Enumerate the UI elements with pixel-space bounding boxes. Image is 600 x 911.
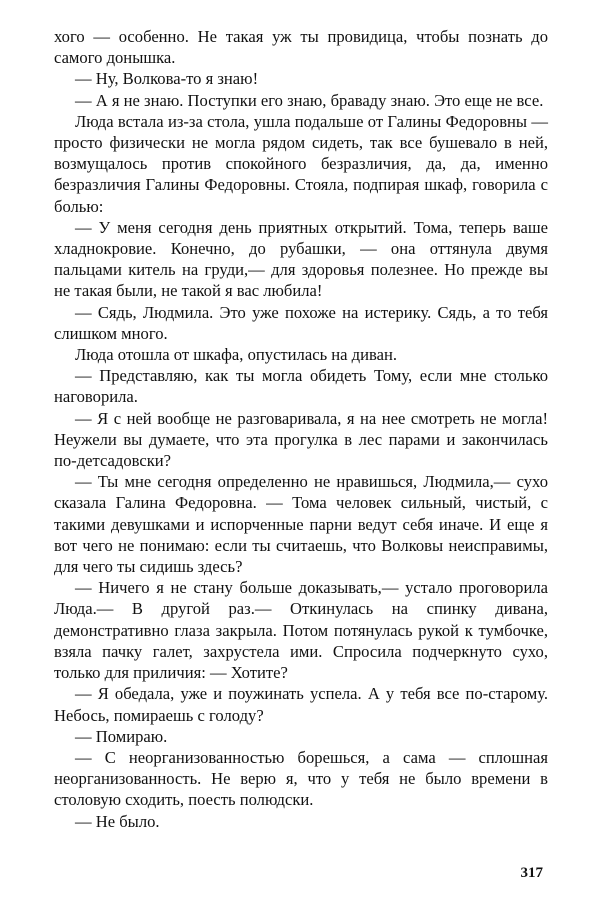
paragraph: — Не было.	[75, 811, 160, 831]
text-column	[54, 26, 548, 832]
paragraph: — С неорганизованностью борешься, а сама — сплошная неорганизованность. Не верю я, что у тебя не было времени в столовую сходить, поесть полюдски.	[54, 747, 548, 810]
paragraph: хого — особенно. Не такая уж ты провидица, чтобы познать до самого донышка.	[54, 27, 548, 68]
paragraph: — Ты мне сегодня определенно не нравишься, Людмила,— сухо сказала Галина Федоровна. — Тома человек сильный, чистый, с такими девушками и испорченные парни ведут себя иначе. И еще я вот чего не понимаю: если ты считаешь, что Волковы неисправимы, для чего ты сидишь здесь?	[54, 472, 548, 577]
paragraph: — У меня сегодня день приятных открытий. Тома, теперь ваше хладнокровие. Конечно, до рубашки, — она оттянула двумя пальцами китель на груди,— для здоровья полезнее. Но прежде вы не такая были, не такой я вас любила!	[54, 217, 548, 301]
paragraph: — Ну, Волкова-то я знаю!	[75, 69, 259, 89]
paragraph: Люда встала из-за стола, ушла подальше от Галины Федоровны — просто физически не могла рядом сидеть, так все бушевало в ней, возмущалось против спокойного безразличия, да, да, именно безразличия Галины Федоровны. Стояла, подпирая шкаф, говорила с болью:	[54, 111, 548, 216]
paragraph: — Представляю, как ты могла обидеть Тому, если мне столько наговорила.	[54, 366, 548, 407]
page-number: 317	[520, 865, 543, 881]
paragraph: — Ничего я не стану больше доказывать,— устало проговорила Люда.— В другой раз.— Откинулась на спинку дивана, демонстративно глаза закрыла. Потом потянулась рукой к тумбочке, взяла пачку галет, захрустела ими. Спросила подчеркнуто сухо, только для приличия: — Хотите?	[54, 578, 548, 683]
paragraph: — Сядь, Людмила. Это уже похоже на истерику. Сядь, а то тебя слишком много.	[54, 302, 548, 343]
paragraph: Люда отошла от шкафа, опустилась на диван.	[75, 345, 398, 365]
paragraph: — Я с ней вообще не разговаривала, я на нее смотреть не могла! Неужели вы думаете, что эта прогулка в лес парами и закончилась по-детсадовски?	[54, 408, 548, 471]
paragraph: — Помираю.	[75, 726, 168, 746]
paragraph: — А я не знаю. Поступки его знаю, браваду знаю. Это еще не все.	[75, 90, 544, 110]
paragraph: — Я обедала, уже и поужинать успела. А у тебя все по-старому. Небось, помираешь с голоду?	[54, 684, 548, 725]
book-page	[54, 26, 548, 832]
